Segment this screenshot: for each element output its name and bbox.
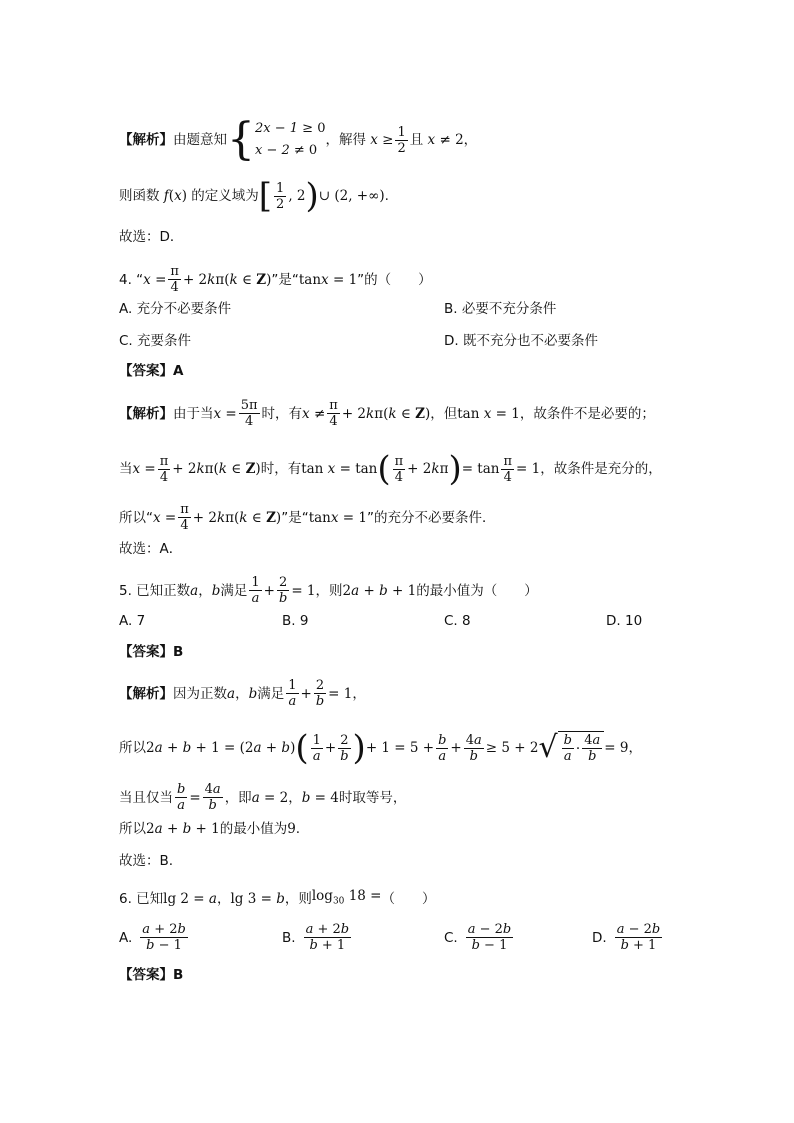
q5-analysis-line2: 所以 2a + b + 1 = (2a + b) ( $\frac{1}{a}$ + $\frac{2}{b}$ ) + 1 = 5 + $\frac{b}{a}$ + $\frac{4a}{b}$ ≥ 5 + 2 √ $\frac{b}{a}$ · $\frac{4a}{b}$ = 9 ， [119, 728, 642, 768]
q4-text: ，故条件是充分的， [540, 461, 662, 477]
q5-text: 时取等号， [338, 789, 407, 806]
q4-text: 由于当 [173, 405, 214, 422]
q4-analysis-line2: 当 x = $\frac{\pi}{4}$ + 2kπ(k ∈ Z) 时，有 tan x = tan ( $\frac{\pi}{4}$ + 2kπ ) = tan $\frac{\pi}{4}$ = 1 ，故条件是充分的， [119, 449, 662, 489]
q5-text: 的最小值为 [219, 821, 288, 837]
q3-text: 由题意知 [173, 132, 227, 148]
analysis-label: 【解析】 [119, 132, 173, 148]
q5-text: ，即 [224, 789, 252, 806]
analysis-label: 【解析】 [119, 685, 173, 702]
q5-text: 满足 [257, 685, 285, 702]
q6-text: （ ） [381, 890, 436, 907]
q3-text: 且 [409, 132, 424, 148]
q5-option-a: A. 7 [119, 613, 146, 629]
analysis-label: 【解析】 [119, 405, 173, 422]
q4-option-c: C. 充要条件 [119, 333, 192, 349]
q5-text: 所以 [119, 821, 146, 837]
q6-option-b: B. $\frac{a + 2b}{b + 1}$ [282, 922, 350, 953]
q6-option-c: C. $\frac{a - 2b}{b - 1}$ [444, 922, 512, 953]
q3-inequality-system: { 2x − 1 ≥ 0 x − 2 ≠ 0 [227, 114, 326, 165]
q5-analysis-line4: 所以 2a + b + 1 的最小值为 9 . [119, 821, 301, 837]
q4-analysis-line3: 所以“ x = $\frac{\pi}{4}$ + 2kπ(k ∈ Z) ”是“ tanx = 1 ”的充分不必要条件． [119, 502, 496, 533]
q5-text: 5. 已知正数 [119, 582, 191, 599]
q4-option-d: D. 既不充分也不必要条件 [444, 333, 598, 349]
option-letter: A. [119, 929, 133, 946]
q5-analysis-line1: 【解析】 因为正数 a ， b 满足 $\frac{1}{a}$ + $\frac{2}{b}$ = 1 ， [119, 678, 366, 709]
q4-text: 当 [119, 461, 133, 477]
q3-text: . [384, 188, 389, 204]
q5-text: ， [288, 789, 302, 806]
option-letter: C. [444, 929, 458, 946]
q5-text: ， [198, 582, 212, 599]
q6-text: ，则 [284, 890, 312, 907]
q4-stem-text: ”的（ ） [357, 271, 432, 288]
q6-text: 6. 已知 [119, 890, 164, 907]
option-letter: D. [592, 929, 607, 946]
q3-text: 的定义域为 [191, 188, 259, 204]
q5-answer: 【答案】B [119, 644, 184, 660]
q4-answer: 【答案】A [119, 363, 184, 379]
q5-text: 所以 [119, 740, 146, 756]
q5-text: 的最小值为（ ） [416, 582, 538, 599]
q3-text: 则函数 [119, 188, 160, 204]
q5-text: ，则 [315, 582, 343, 599]
q6-option-a: A. $\frac{a + 2b}{b - 1}$ [119, 922, 186, 953]
q5-text: 当且仅当 [119, 789, 173, 806]
q5-analysis-line3: 当且仅当 $\frac{b}{a}$ = $\frac{4a}{b}$ ，即 a = 2 ， b = 4 时取等号， [119, 782, 407, 813]
q5-option-c: C. 8 [444, 613, 471, 629]
q5-text: 因为正数 [173, 685, 227, 702]
q4-analysis-line1: 【解析】 由于当 x = $\frac{5\pi}{4}$ 时，有 x ≠ $\frac{\pi}{4}$ + 2kπ(k ∈ Z) ，但 tan x = 1 ，故条件不是必要的； [119, 398, 655, 429]
q5-option-d: D. 10 [606, 613, 643, 629]
q4-text: ，故条件不是必要的； [519, 405, 655, 422]
q4-stem: 4. “ x = $\frac{\pi}{4}$ + 2kπ(k ∈ Z) ”是“ tanx = 1 ”的（ ） [119, 264, 432, 295]
q4-text: ”的充分不必要条件． [366, 509, 496, 526]
q3-analysis-line1: 【解析】 由题意知 { 2x − 1 ≥ 0 x − 2 ≠ 0 ，解得 x ≥ $\frac{1}{2}$ 且 x ≠ 2 ， [119, 114, 478, 165]
q4-option-b: B. 必要不充分条件 [444, 301, 557, 317]
q4-text: 时，有 [261, 405, 303, 422]
q3-domain-line: 则函数 f(x) 的定义域为 [ $\frac{1}{2}$ , 2 ) ∪ (2, +∞) . [119, 176, 389, 216]
q4-text: 时，有 [260, 461, 302, 477]
q3-choose: 故选：D． [119, 229, 184, 245]
option-letter: B. [282, 929, 296, 946]
q6-stem: 6. 已知 lg 2 = a ， lg 3 = b ，则 $\log_{30} 18$ = （ ） [119, 888, 436, 907]
q5-stem: 5. 已知正数 a ， b 满足 $\frac{1}{a}$ + $\frac{2}{b}$ = 1 ，则 2a + b + 1 的最小值为（ ） [119, 575, 538, 606]
q5-text: . [295, 821, 301, 837]
q6-option-d: D. $\frac{a - 2b}{b + 1}$ [592, 922, 661, 953]
q4-text: ”是“ [281, 509, 309, 526]
q5-text: ， [628, 740, 642, 756]
q4-text: ，但 [430, 405, 458, 422]
q4-stem-text: 4. “ [119, 271, 144, 288]
q4-option-a: A. 充分不必要条件 [119, 301, 232, 317]
q5-option-b: B. 9 [282, 613, 309, 629]
q3-text: ， [463, 132, 478, 148]
q4-choose: 故选：A． [119, 541, 183, 557]
q5-text: ， [235, 685, 249, 702]
q6-answer: 【答案】B [119, 967, 184, 983]
q3-text: ，解得 [325, 132, 366, 148]
q4-stem-text: ”是“ [271, 271, 299, 288]
q6-text: ， [216, 890, 231, 907]
q5-text: 满足 [220, 582, 248, 599]
q4-text: 所以“ [119, 509, 153, 526]
q5-choose: 故选：B. [119, 853, 174, 869]
q5-text: ， [352, 685, 366, 702]
